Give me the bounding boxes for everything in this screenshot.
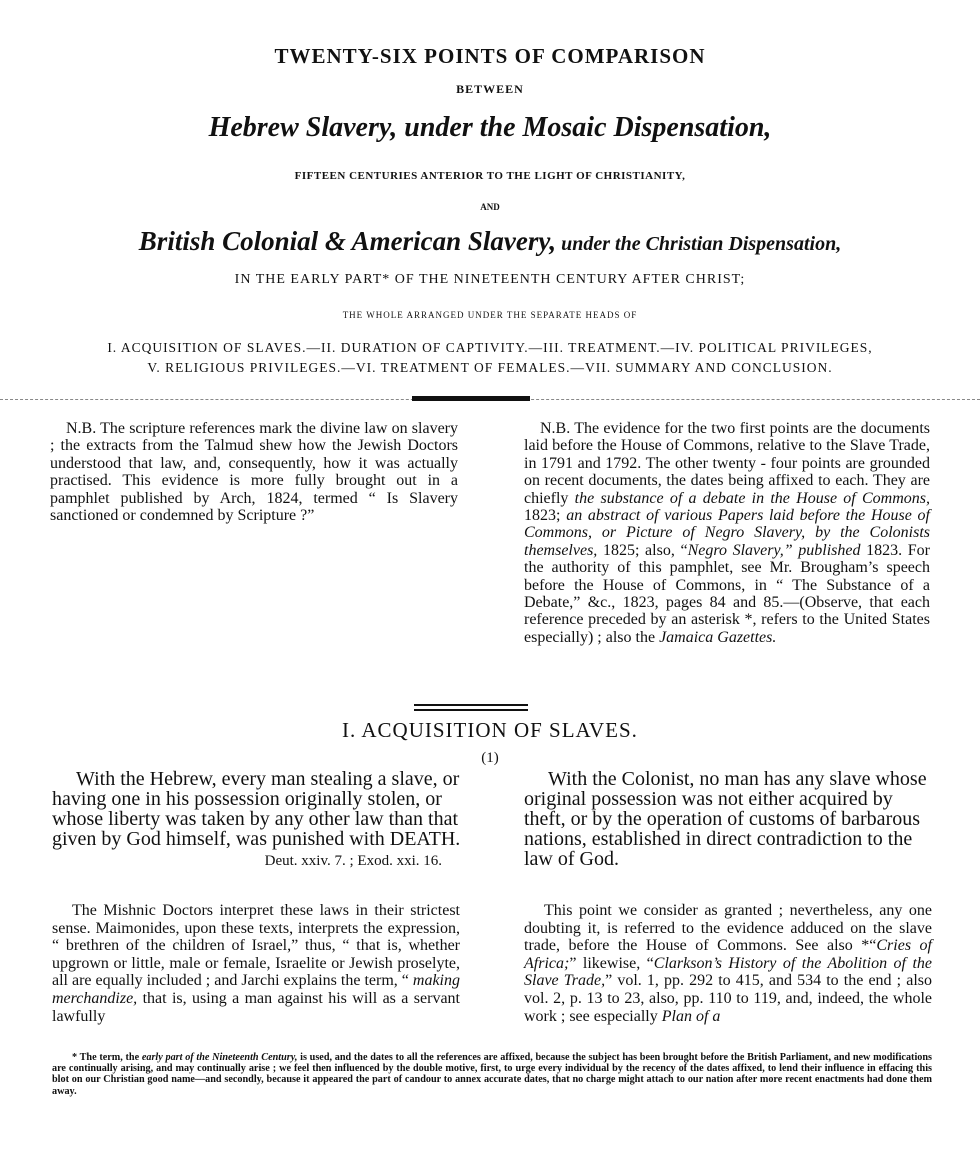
footnote-italic: early part of the Nineteenth Century, bbox=[141, 1052, 298, 1063]
body-italic: making merchandize, bbox=[52, 972, 460, 1007]
note-right-part: 1823; bbox=[524, 507, 567, 525]
hebrew-statement-column bbox=[52, 769, 462, 871]
note-right-italic: an abstract of various Papers laid before the House of Commons, or Picture of Negro Slavery, by the Colonists themselves, bbox=[524, 507, 931, 559]
evidence-commentary bbox=[524, 902, 932, 1025]
note-right bbox=[524, 420, 930, 646]
footnote-part: is used, and the dates to all the references are affixed, because the subject has been brought before the British Parliament, and new modifications are continually arising, and may continually arise ; we feel then influenced by the double motive, first, to urge every individual by the recency of the dates affixed, to lend their influence in effacing this blot on our Christian good name—and secondly, because it appeared the part of candour to annex accurate dates, that no charge might attach to our nation after more recent enactments had done them away. bbox=[52, 1052, 932, 1097]
header-rule bbox=[412, 396, 530, 401]
page-title: TWENTY-SIX POINTS OF COMPARISON bbox=[274, 44, 706, 68]
arrangement-note: THE WHOLE ARRANGED UNDER THE SEPARATE HEADS OF bbox=[342, 310, 638, 320]
body-part: This point we consider as granted ; nevertheless, any one doubting it, is referred to the evidence adduced on the slave trade, before the House of Commons. See also *“ bbox=[524, 902, 932, 955]
body-part: ” likewise, “ bbox=[569, 954, 654, 972]
point-number: (1) bbox=[481, 750, 499, 766]
and-label: AND bbox=[480, 202, 500, 212]
evidence-commentary-text bbox=[524, 902, 932, 1025]
section-rule-top bbox=[414, 704, 528, 706]
hebrew-statement: With the Hebrew, every man stealing a slave, or having one in his possession originally stolen, or whose liberty was taken by any other law than that given by God himself, was punished with DEATH. bbox=[52, 768, 461, 850]
footnote bbox=[52, 1052, 932, 1097]
heads-list-line-1: I. ACQUISITION OF SLAVES.—II. DURATION OF CAPTIVITY.—III. TREATMENT.—IV. POLITICAL PRIVILEGES, bbox=[107, 340, 873, 355]
early-part-subtitle: IN THE EARLY PART* OF THE NINETEENTH CENTURY AFTER CHRIST; bbox=[234, 272, 746, 287]
mishnic-commentary bbox=[52, 902, 460, 1025]
note-right-part: 1825; also, “ bbox=[597, 541, 688, 559]
note-left bbox=[50, 420, 458, 524]
hebrew-slavery-heading: Hebrew Slavery, under the Mosaic Dispensation, bbox=[208, 112, 772, 143]
colonist-statement: With the Colonist, no man has any slave whose original possession was not either acquired by theft, or by the operation of customs of barbarous nations, established in direct contradiction to the law of God. bbox=[524, 768, 927, 870]
body-italic: Cries of Africa; bbox=[524, 937, 932, 972]
british-heading-main: British Colonial & American Slavery, bbox=[138, 226, 557, 256]
section-rule-bottom bbox=[414, 709, 528, 711]
british-slavery-heading bbox=[0, 226, 980, 257]
fifteen-centuries-subtitle: FIFTEEN CENTURIES ANTERIOR TO THE LIGHT OF CHRISTIANITY, bbox=[294, 170, 686, 182]
footnote-part: * The term, the bbox=[72, 1052, 142, 1063]
colonist-statement-column bbox=[524, 769, 932, 869]
british-heading-tail: under the Christian Dispensation, bbox=[556, 233, 842, 255]
note-right-italic: Negro Slavery,” published bbox=[687, 541, 861, 559]
body-italic: Clarkson’s History of the Abolition of the Slave Trade, bbox=[524, 954, 932, 990]
between-label: BETWEEN bbox=[456, 82, 524, 96]
note-right-italic: the substance of a debate in the House of Commons, bbox=[574, 489, 930, 507]
note-left-text: N.B. The scripture references mark the divine law on slavery ; the extracts from the Talmud shew how the Jewish Doctors understood that law, and, consequently, how it was actually practised. This evidence is more fully brought out in a pamphlet published by Arch, 1824, termed “ Is Slavery sanctioned or condemned by Scripture ?” bbox=[50, 420, 458, 525]
body-part: The Mishnic Doctors interpret these laws in their strictest sense. Maimonides, upon these texts, interprets the expression, “ brethren of the children of Israel,” thus, “ that is, whether upgrown or little, male or female, Israelite or Jewish proselyte, all are equally included ; and Jarchi explains the term, “ bbox=[52, 902, 460, 990]
footnote-text bbox=[52, 1052, 932, 1097]
body-italic: Plan of a bbox=[661, 1007, 721, 1025]
mishnic-commentary-text bbox=[52, 902, 460, 1025]
body-part: that is, using a man against his will as a servant lawfully bbox=[52, 989, 460, 1025]
heads-list-line-2: V. RELIGIOUS PRIVILEGES.—VI. TREATMENT OF FEMALES.—VII. SUMMARY AND CONCLUSION. bbox=[147, 360, 833, 375]
section-title: I. ACQUISITION OF SLAVES. bbox=[342, 718, 638, 742]
note-right-part: 1823. For the authority of this pamphlet, see Mr. Brougham’s speech before the House of Commons, in “ The Substance of a Debate,” &c., 1823, pages 84 and 85.—(Observe, that each reference preceded by an asterisk *, refers to the United States especially) ; also the bbox=[524, 541, 930, 646]
note-right-italic: Jamaica Gazettes. bbox=[659, 628, 777, 646]
body-part: ” vol. 1, pp. 292 to 415, and 534 to the end ; also vol. 2, p. 13 to 23, also, pp. 110 to 119, and, indeed, the whole work ; see especially bbox=[524, 972, 932, 1025]
scripture-reference: Deut. xxiv. 7. ; Exod. xxi. 16. bbox=[264, 853, 442, 869]
note-right-text bbox=[524, 420, 930, 646]
note-right-part: N.B. The evidence for the two first points are the documents laid before the House of Commons, relative to the Slave Trade, in 1791 and 1792. The other twenty - four points are grounded on recent documents, the dates being affixed to each. They are chiefly bbox=[524, 420, 930, 507]
